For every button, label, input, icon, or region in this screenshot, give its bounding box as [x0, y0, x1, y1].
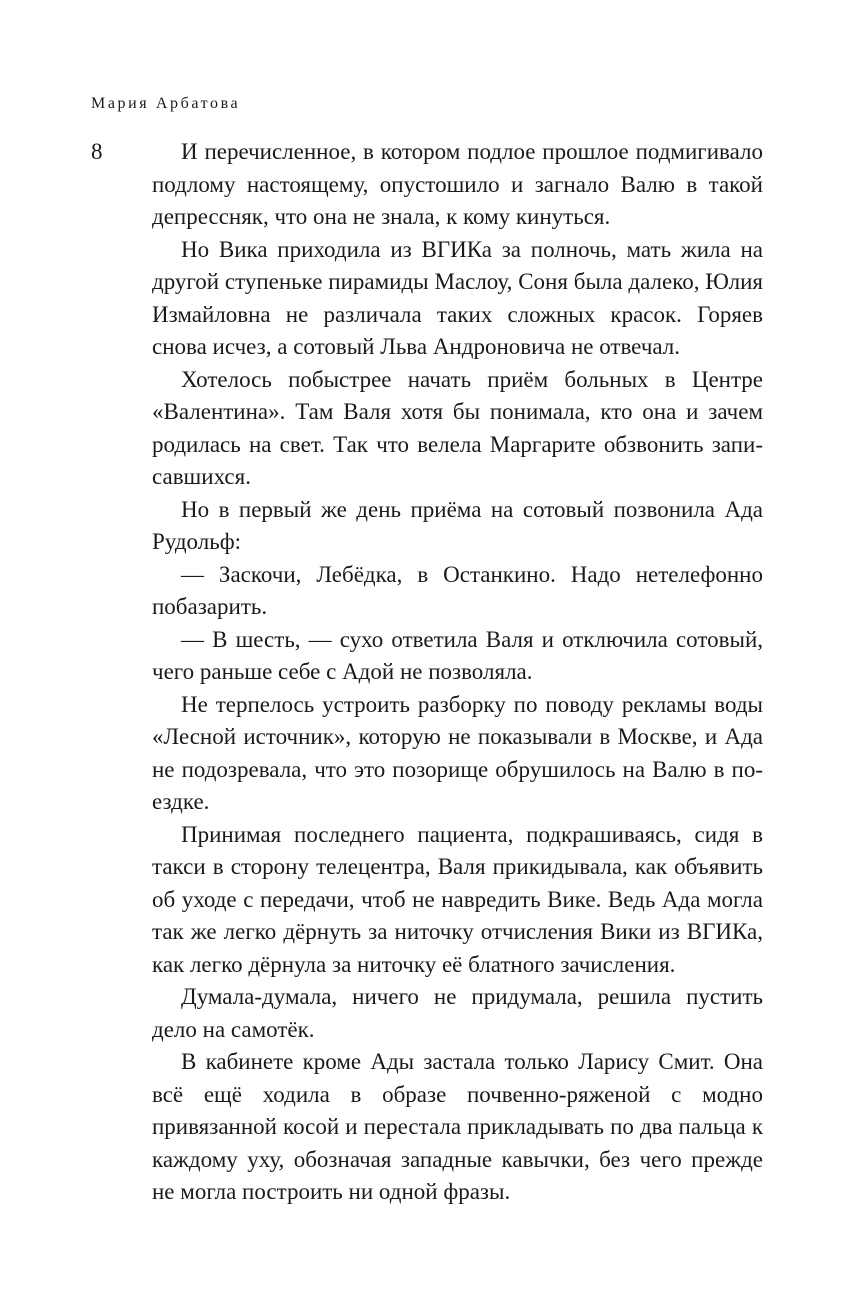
- paragraph: Но в первый же день приёма на сотовый позвонила Ада Рудольф:: [152, 496, 763, 554]
- page-number: 8: [91, 139, 103, 164]
- paragraph: Думала-думала, ничего не придумала, решила пустить дело на самотёк.: [152, 984, 763, 1042]
- paragraph: Хотелось побыстрее начать приём больных в Центре «Валентина». Там Валя хотя бы понимала, кто она и зачем родилась на свет. Так что велела Маргарите обзвонить записавшихся.: [152, 366, 763, 489]
- paragraph: В кабинете кроме Ады застала только Ларису Смит. Она всё ещё ходила в образе почвенно-ряженой с модно привязанной косой и перестала прикладывать по два пальца к каждому уху, обозначая западные кавычки, без чего прежде не могла построить ни одной фразы.: [152, 1049, 763, 1204]
- paragraph: Принимая последнего пациента, подкрашиваясь, сидя в такси в сторону телецентра, Валя прикидывала, как объявить об уходе с передачи, чтоб не навредить Вике. Ведь Ада могла так же легко дёрнуть за ниточку отчисления Вики из ВГИКа, как легко дёрнула за ниточку её блатного зачисления.: [152, 821, 763, 977]
- paragraph: И перечисленное, в котором подлое прошлое подмигивало подлому настоящему, опустошило и загнало Валю в такой депрессняк, что она не знала, к кому кинуться.: [152, 139, 763, 229]
- dialogue-line: — Заскочи, Лебёдка, в Останкино. Надо нетелефонно побазарить.: [152, 561, 763, 619]
- dialogue-line: — В шесть, — сухо ответила Валя и отключила сотовый, чего раньше себе с Адой не позволяла.: [152, 626, 763, 684]
- paragraph: Не терпелось устроить разборку по поводу рекламы воды «Лесной источник», которую не показывали в Москве, и Ада не подозревала, что это позорище обрушилось на Валю в поездке.: [152, 691, 763, 814]
- paragraph: Но Вика приходила из ВГИКа за полночь, мать жила на другой ступеньке пирамиды Маслоу, Соня была далеко, Юлия Измайловна не различала таких сложных красок. Горяев снова исчез, а сотовый Льва Андроновича не отвечал.: [152, 236, 763, 359]
- running-head-author: Мария Арбатова: [91, 95, 241, 112]
- text-body: [152, 136, 763, 1209]
